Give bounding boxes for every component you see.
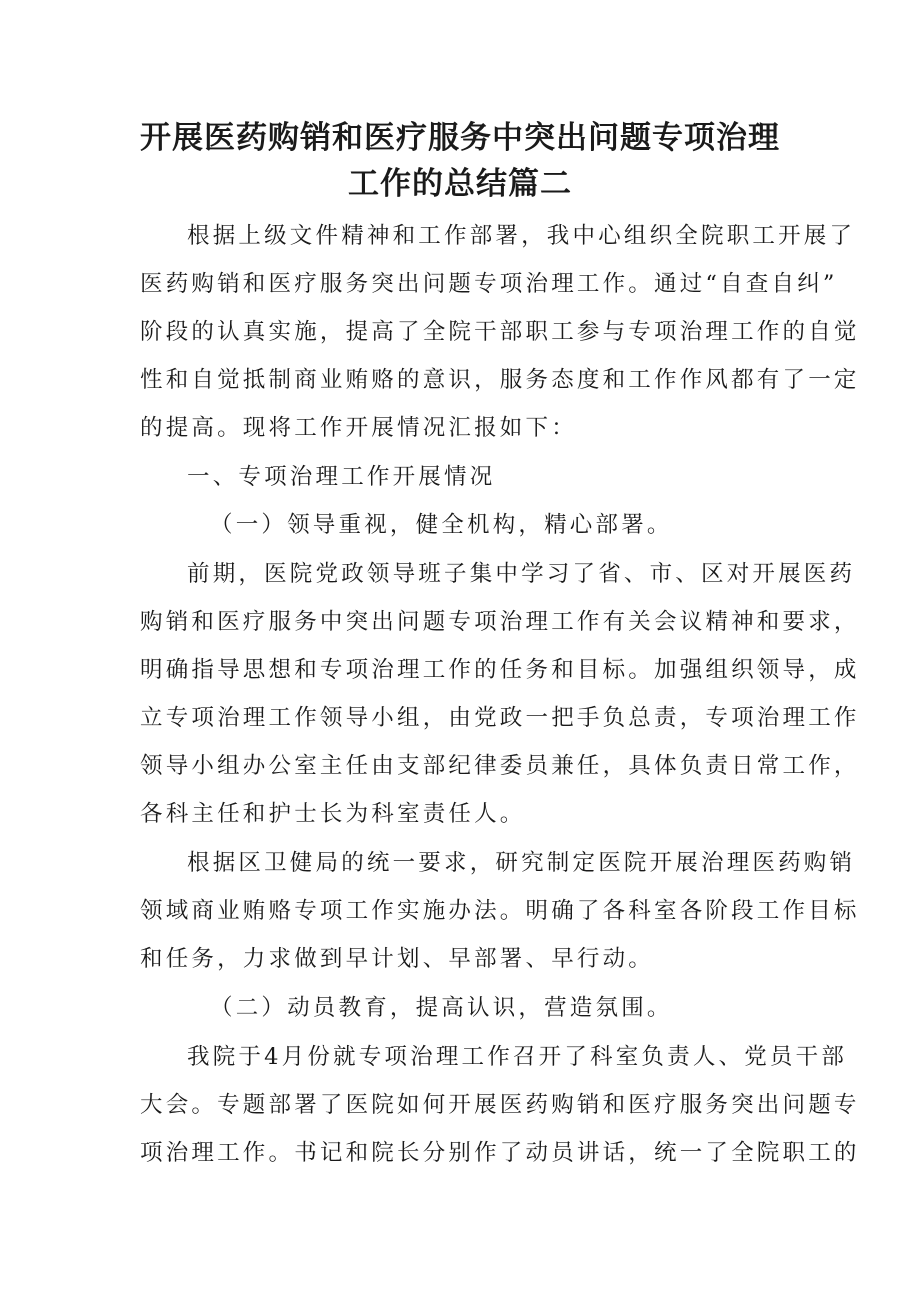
document-title-line-1: 开展医药购销和医疗服务中突出问题专项治理 <box>140 120 780 156</box>
body-line: 前期，医院党政领导班子集中学习了省、市、区对开展医药 <box>187 561 856 587</box>
body-line: 项治理工作。书记和院长分别作了动员讲话，统一了全院职工的 <box>140 1140 860 1166</box>
body-line: 领域商业贿赂专项工作实施办法。明确了各科室各阶段工作目标 <box>140 898 860 924</box>
section-heading: 一、专项治理工作开展情况 <box>187 464 496 490</box>
document-title-line-2: 工作的总结篇二 <box>348 166 572 202</box>
body-line: 和任务，力求做到早计划、早部署、早行动。 <box>140 946 655 972</box>
body-line: 立专项治理工作领导小组，由党政一把手负总责，专项治理工作 <box>140 705 860 731</box>
body-line: 大会。专题部署了医院如何开展医药购销和医疗服务突出问题专 <box>140 1092 860 1118</box>
body-line: 各科主任和护士长为科室责任人。 <box>140 801 526 827</box>
body-line: 阶段的认真实施，提高了全院干部职工参与专项治理工作的自觉 <box>140 319 860 345</box>
body-line: 购销和医疗服务中突出问题专项治理工作有关会议精神和要求， <box>140 609 860 635</box>
body-line: 的提高。现将工作开展情况汇报如下： <box>140 415 577 441</box>
body-line: 根据区卫健局的统一要求，研究制定医院开展治理医药购销 <box>187 850 856 876</box>
subsection-heading: （一）领导重视，健全机构，精心部署。 <box>210 512 673 538</box>
body-line: 领导小组办公室主任由支部纪律委员兼任，具体负责日常工作， <box>140 753 860 779</box>
subsection-heading: （二）动员教育，提高认识，营造氛围。 <box>210 995 673 1021</box>
body-line: 性和自觉抵制商业贿赂的意识，服务态度和工作作风都有了一定 <box>140 367 860 393</box>
body-line: 根据上级文件精神和工作部署，我中心组织全院职工开展了 <box>187 223 856 249</box>
body-line: 医药购销和医疗服务突出问题专项治理工作。通过“自查自纠” <box>140 271 838 297</box>
body-line: 我院于4月份就专项治理工作召开了科室负责人、党员干部 <box>187 1044 848 1070</box>
body-line: 明确指导思想和专项治理工作的任务和目标。加强组织领导，成 <box>140 657 860 683</box>
